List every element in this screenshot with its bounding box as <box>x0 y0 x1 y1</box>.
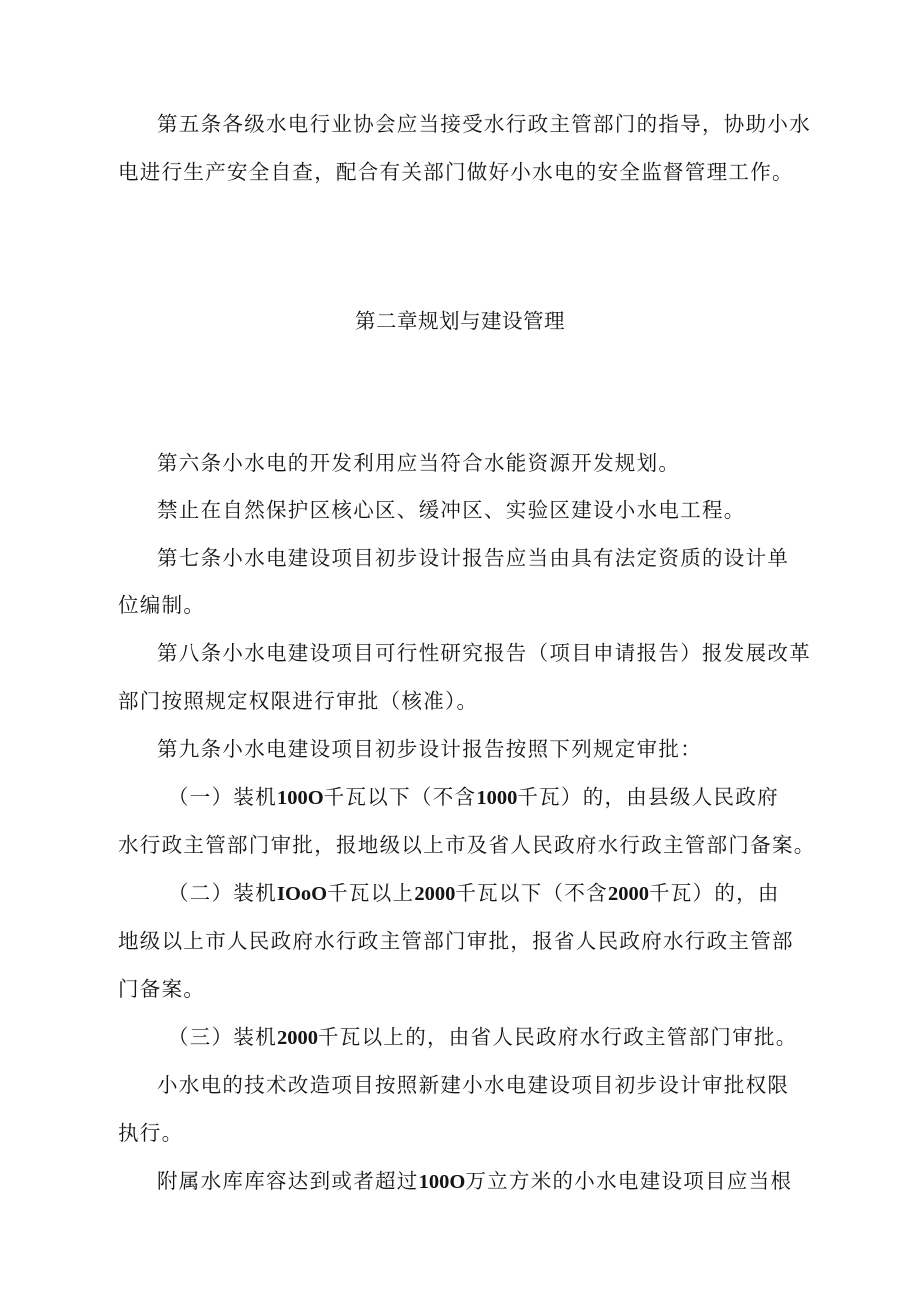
text-line: （一）装机100O千瓦以下（不含1000千瓦）的，由县级人民政府 <box>168 785 779 809</box>
numeric-run: 2000 <box>414 883 456 905</box>
text-line: （二）装机IOoO千瓦以上2000千瓦以下（不含2000千瓦）的，由 <box>168 881 780 905</box>
text-line: 执行。 <box>118 1121 184 1145</box>
paragraph-article-6: 第六条小水电的开发利用应当符合水能资源开发规划。 <box>157 451 681 475</box>
text-line: 位编制。 <box>118 593 206 617</box>
paragraph-article-9-reservoir: 附属水库库容达到或者超过100O万立方米的小水电建设项目应当根 <box>157 1169 793 1193</box>
numeric-run: 100O <box>418 1171 466 1193</box>
text-line: 地级以上市人民政府水行政主管部门审批，报省人民政府水行政主管部 <box>118 929 794 953</box>
text-line: 第八条小水电建设项目可行性研究报告（项目申请报告）报发展改革 <box>157 641 811 665</box>
numeric-run: 100O <box>277 787 324 809</box>
paragraph-article-9-item-3: （三）装机2000千瓦以上的，由省人民政府水行政主管部门审批。 <box>168 1025 798 1049</box>
numeric-run: 1000 <box>476 787 518 809</box>
text-line: 部门按照规定权限进行审批（核准）。 <box>118 689 479 713</box>
text-line: 电进行生产安全自查，配合有关部门做好小水电的安全监督管理工作。 <box>118 160 794 184</box>
numeric-run: IOoO <box>277 883 328 905</box>
text-line: 门备案。 <box>118 977 206 1001</box>
text-line: 水行政主管部门审批，报地级以上市及省人民政府水行政主管部门备案。 <box>118 833 816 857</box>
text-line: 小水电的技术改造项目按照新建小水电建设项目初步设计审批权限 <box>157 1073 790 1097</box>
text-line: 第七条小水电建设项目初步设计报告应当由具有法定资质的设计单 <box>157 546 790 570</box>
paragraph-article-6-clause: 禁止在自然保护区核心区、缓冲区、实验区建设小水电工程。 <box>157 498 746 522</box>
numeric-run: 2000 <box>277 1027 318 1049</box>
text-line: 第五条各级水电行业协会应当接受水行政主管部门的指导，协助小水 <box>157 112 811 136</box>
chapter-heading: 第二章规划与建设管理 <box>355 309 565 333</box>
paragraph-article-9: 第九条小水电建设项目初步设计报告按照下列规定审批： <box>157 737 702 761</box>
numeric-run: 2000 <box>607 883 649 905</box>
